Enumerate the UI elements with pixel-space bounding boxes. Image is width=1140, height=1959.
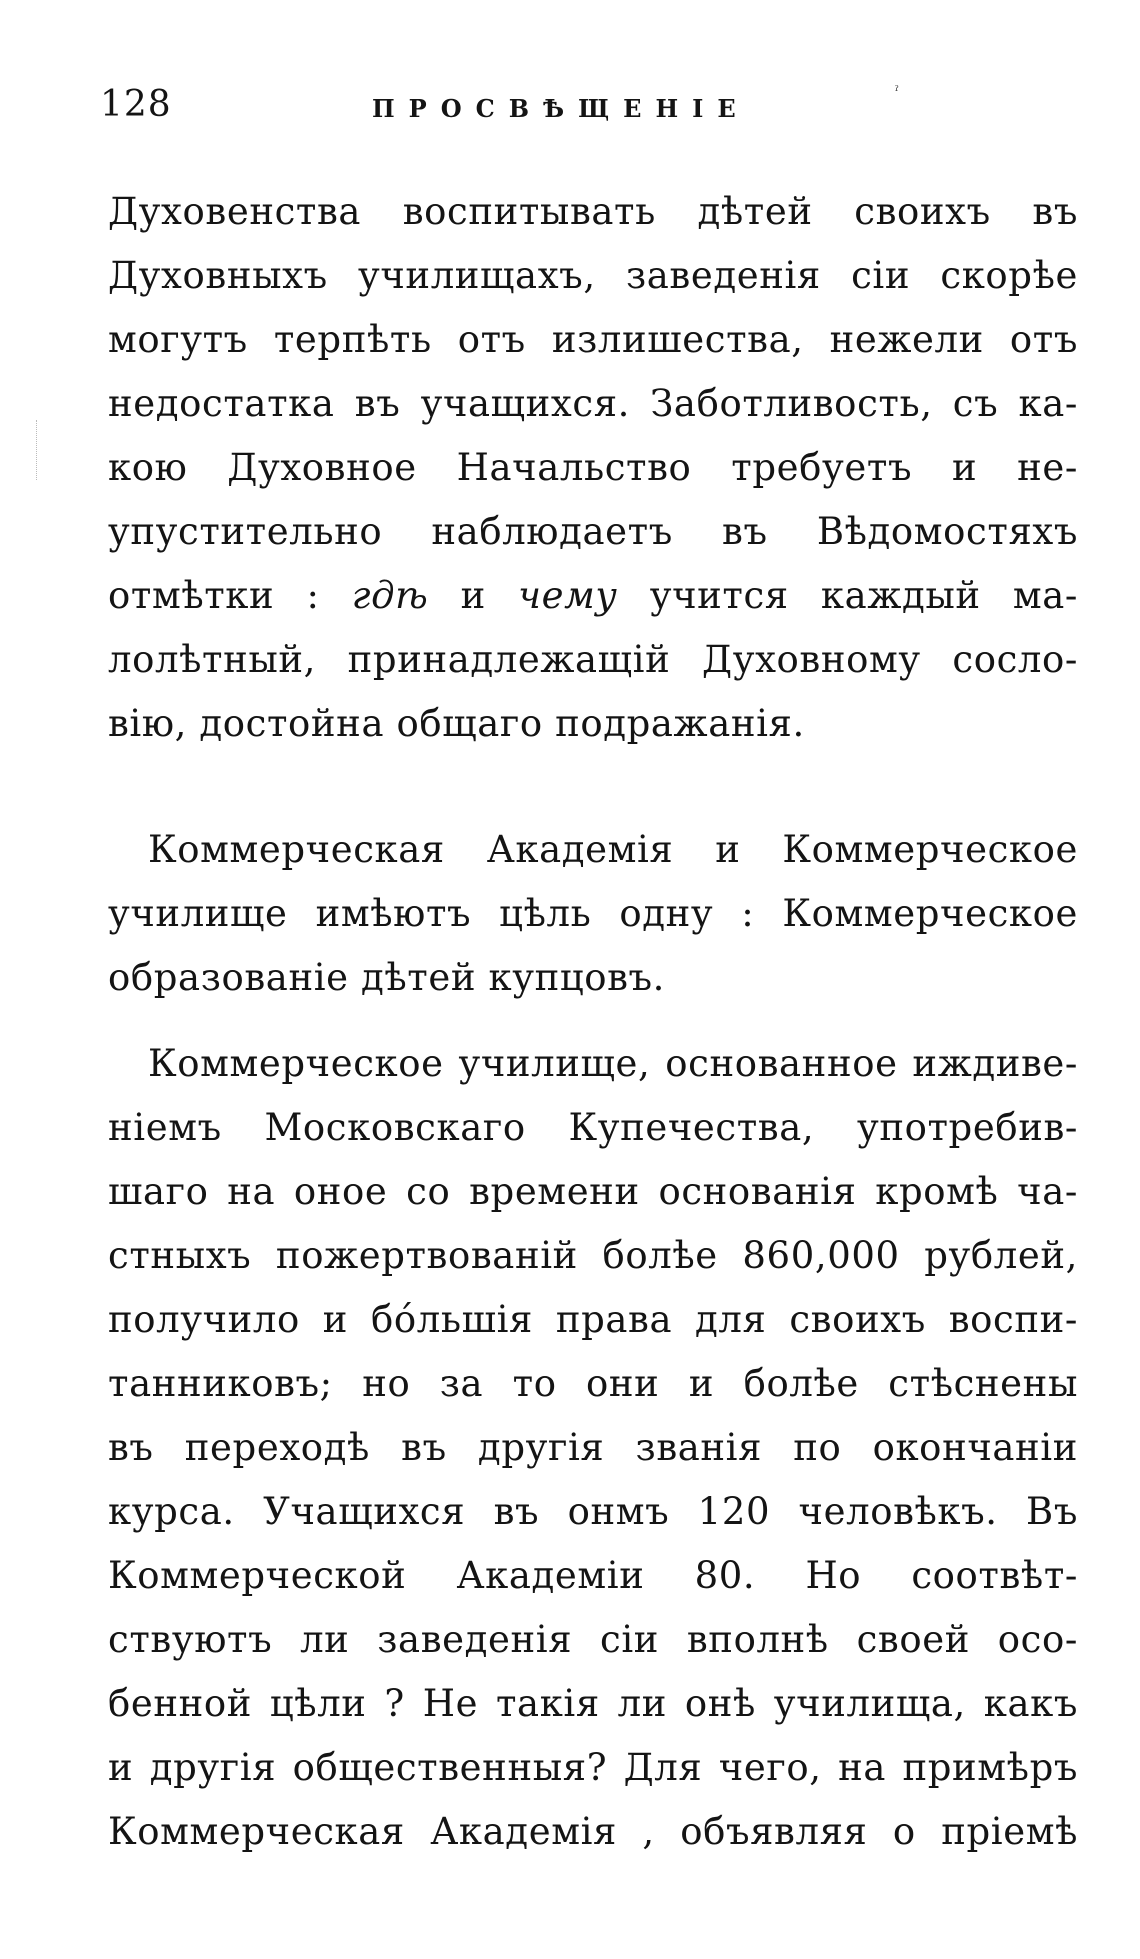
text-line: бенной цѣли ? Не такія ли онѣ училища, какъ [108, 1682, 1078, 1725]
text-line: кою Духовное Начальство требуетъ и не- [108, 446, 1078, 489]
emphasis-word: гдѣ [351, 574, 429, 617]
text-line: ніемъ Московскаго Купечества, употребив- [108, 1106, 1078, 1149]
text-line: и другія общественныя? Для чего, на примѣръ [108, 1746, 1078, 1789]
text-line: Духовенства воспитывать дѣтей своихъ въ [108, 190, 1078, 233]
text-line-with-emphasis [108, 564, 1078, 628]
text-segment: отмѣтки : [108, 574, 352, 617]
text-line: Коммерческой Академіи 80. Но соотвѣт- [108, 1554, 1078, 1597]
text-line: Коммерческая Академія , объявляя о пріемѣ [108, 1810, 1078, 1853]
text-line: вію, достойна общаго подражанія. [108, 702, 805, 745]
text-line: недостатка въ учащихся. Заботливость, съ ка- [108, 382, 1078, 425]
page-header [100, 84, 1080, 144]
margin-marks [36, 420, 41, 480]
paragraph-1 [108, 180, 1078, 756]
print-speck: ˀ [895, 84, 899, 100]
text-segment: и [428, 574, 519, 617]
text-line: образованіе дѣтей купцовъ. [108, 956, 666, 999]
text-line: Духовныхъ училищахъ, заведенія сіи скорѣе [108, 254, 1078, 297]
text-line: шаго на оное со времени основанія кромѣ ча- [108, 1170, 1078, 1213]
page-number: 128 [100, 84, 172, 125]
text-line: ствуютъ ли заведенія сіи вполнѣ своей осо- [108, 1618, 1078, 1661]
text-line: танниковъ; но за то они и болѣе стѣснены [108, 1362, 1078, 1405]
text-line: могутъ терпѣть отъ излишества, нежели отъ [108, 318, 1078, 361]
text-line: получило и бóльшія права для своихъ воспи- [108, 1298, 1078, 1341]
text-line: въ переходѣ въ другія званія по окончаніи [108, 1426, 1078, 1469]
text-line: училище имѣютъ цѣль одну : Коммерческое [108, 892, 1078, 935]
running-head: ПРОСВѢЩЕНІЕ [372, 94, 750, 123]
text-line: курса. Учащихся въ онмъ 120 человѣкъ. Въ [108, 1490, 1078, 1533]
text-line: стныхъ пожертвованій болѣе 860,000 рублей, [108, 1234, 1078, 1277]
text-line: Коммерческое училище, основанное иждиве- [148, 1042, 1078, 1085]
paragraph-3 [108, 1032, 1078, 1864]
text-segment: учится каждый ма- [617, 574, 1078, 617]
text-line: упустительно наблюдаетъ въ Вѣдомостяхъ [108, 510, 1078, 553]
text-line: лолѣтный, принадлежащій Духовному сосло- [108, 638, 1078, 681]
paragraph-2 [108, 818, 1078, 1010]
text-line: Коммерческая Академія и Коммерческое [148, 828, 1078, 871]
emphasis-word: чему [518, 574, 618, 617]
